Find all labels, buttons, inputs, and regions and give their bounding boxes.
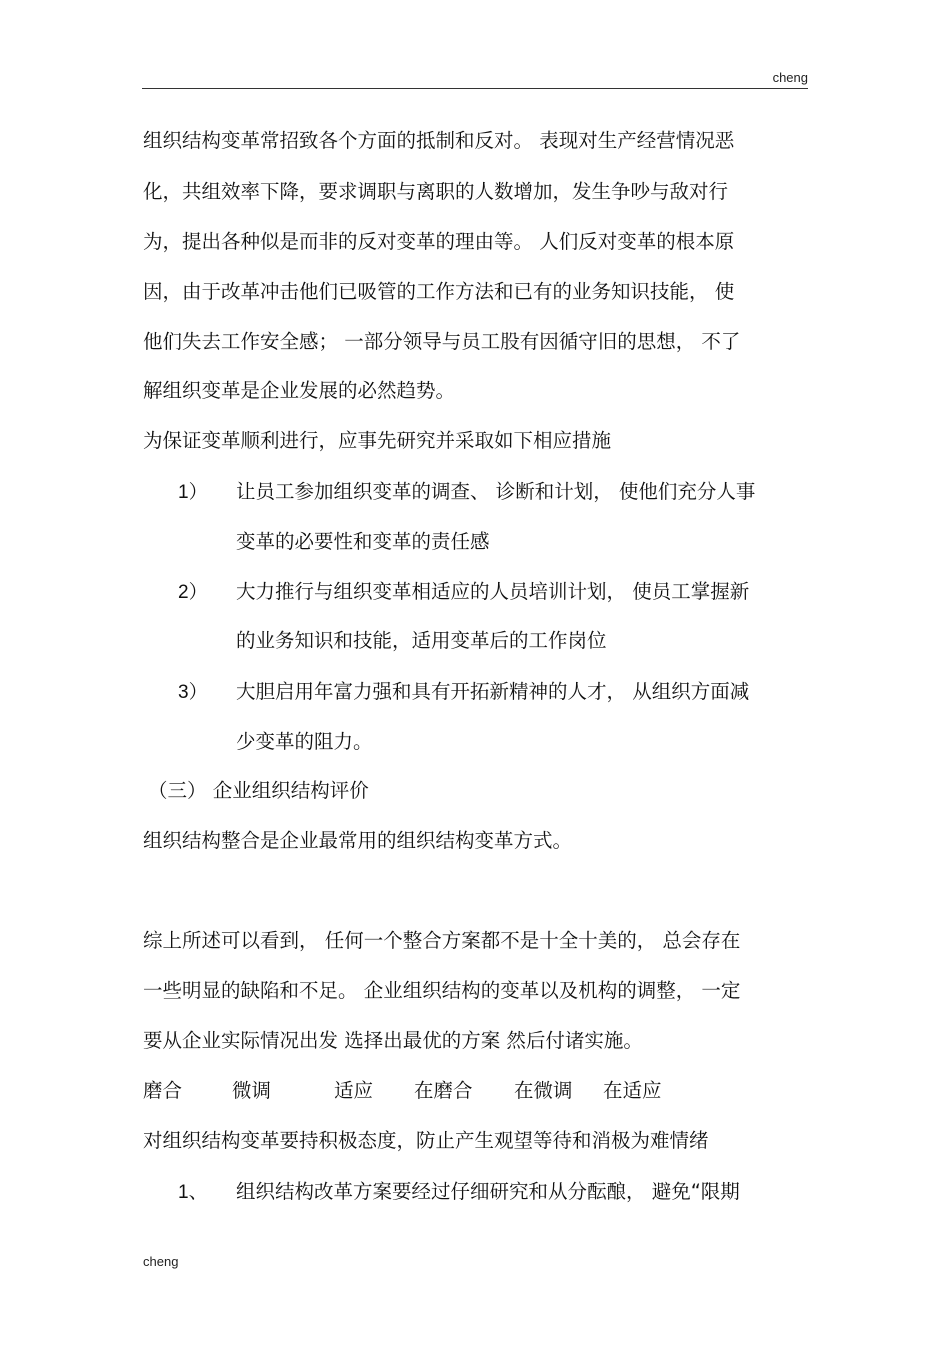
header-rule	[142, 88, 808, 89]
keyword: 在适应	[603, 1079, 662, 1102]
last-item-text: 组织结构改革方案要经过仔细研究和从分酝酿， 避免“限期	[236, 1180, 740, 1203]
paragraph1-line: 因，由于改革冲击他们已吸管的工作方法和已有的业务知识技能， 使	[143, 280, 735, 303]
keyword: 在微调	[514, 1079, 573, 1102]
header-text: cheng	[772, 70, 808, 85]
intro-line: 为保证变革顺利进行，应事先研究并采取如下相应措施	[143, 429, 612, 452]
keyword: 适应	[334, 1079, 374, 1102]
summary-line: 要从企业实际情况出发 选择出最优的方案 然后付诸实施。	[143, 1029, 643, 1052]
keyword: 磨合	[143, 1079, 183, 1102]
paragraph1-line: 解组织变革是企业发展的必然趋势。	[143, 379, 456, 402]
measure-number: 2）	[178, 582, 208, 603]
measure-line: 大力推行与组织变革相适应的人员培训计划， 使员工掌握新	[236, 580, 750, 603]
measure-number: 3）	[178, 682, 208, 703]
paragraph1-line: 为，提出各种似是而非的反对变革的理由等。 人们反对变革的根本原	[143, 230, 735, 253]
summary-line: 综上所述可以看到， 任何一个整合方案都不是十全十美的， 总会存在	[143, 929, 741, 952]
measure-line: 让员工参加组织变革的调查、 诊断和计划， 使他们充分人事	[236, 480, 756, 503]
integration-line: 组织结构整合是企业最常用的组织结构变革方式。	[143, 829, 573, 852]
keyword: 微调	[232, 1079, 272, 1102]
footer-text: cheng	[143, 1254, 179, 1269]
summary-line: 一些明显的缺陷和不足。 企业组织结构的变革以及机构的调整， 一定	[143, 979, 741, 1002]
paragraph1-line: 化，共组效率下降，要求调职与离职的人数增加，发生争吵与敌对行	[143, 180, 729, 203]
measure-line: 变革的必要性和变革的责任感	[236, 530, 490, 553]
measure-line: 的业务知识和技能，适用变革后的工作岗位	[236, 629, 607, 652]
section-heading: （三） 企业组织结构评价	[148, 779, 369, 802]
keyword: 在磨合	[414, 1079, 473, 1102]
paragraph1-line: 组织结构变革常招致各个方面的抵制和反对。 表现对生产经营情况恶	[143, 129, 735, 152]
measure-line: 少变革的阻力。	[236, 730, 373, 753]
measure-number: 1）	[178, 482, 208, 503]
measure-line: 大胆启用年富力强和具有开拓新精神的人才， 从组织方面减	[236, 680, 750, 703]
paragraph1-line: 他们失去工作安全感； 一部分领导与员工股有因循守旧的思想， 不了	[143, 330, 741, 353]
attitude-line: 对组织结构变革要持积极态度，防止产生观望等待和消极为难情绪	[143, 1129, 709, 1152]
last-item-number: 1、	[178, 1182, 208, 1203]
